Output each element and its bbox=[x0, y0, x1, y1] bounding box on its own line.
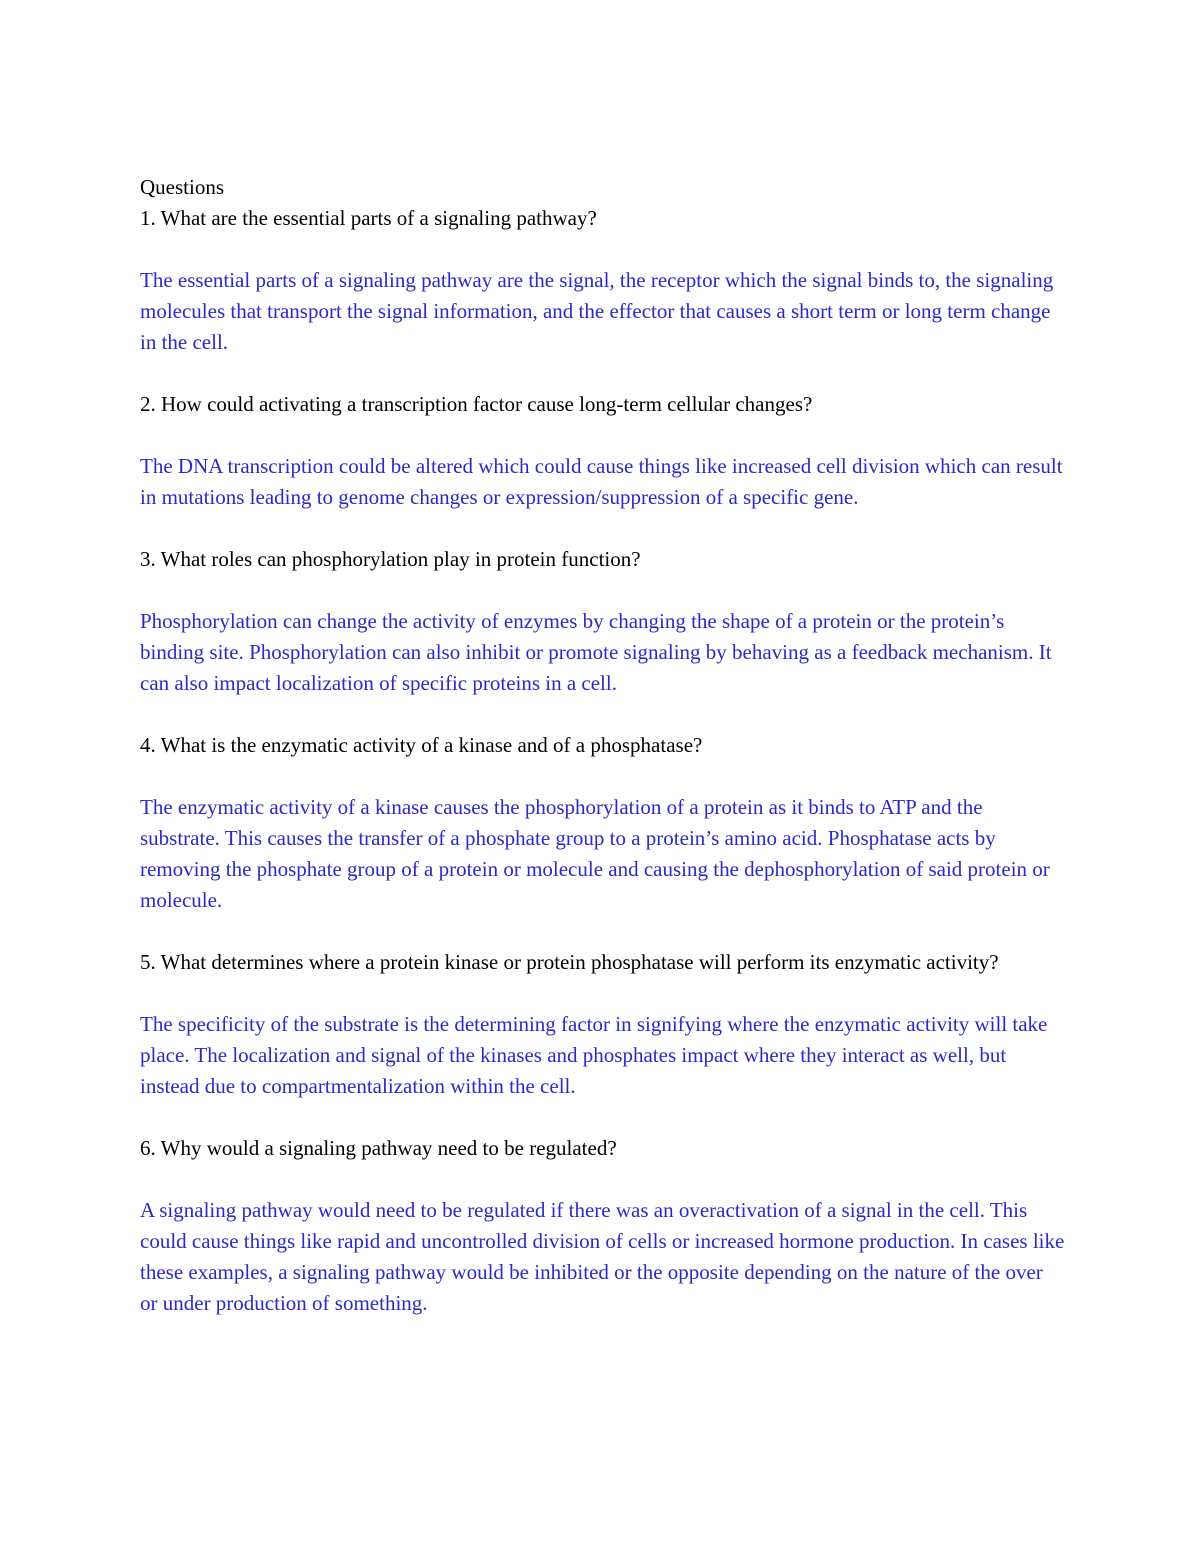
document-heading: Questions bbox=[140, 175, 224, 199]
answer-6: A signaling pathway would need to be regulated if there was an overactivation of a signal in the cell. This could cause things like rapid and uncontrolled division of cells or increased hormone production. In cases like these examples, a signaling pathway would be inhibited or the opposite depending on the nature of the over or under production of something. bbox=[140, 1198, 1065, 1315]
qa-item-6 bbox=[140, 1133, 1065, 1319]
answer-4: The enzymatic activity of a kinase causes the phosphorylation of a protein as it binds to ATP and the substrate. This causes the transfer of a phosphate group to a protein’s amino acid. Phosphatase acts by removing the phosphate group of a protein or molecule and causing the dephosphorylation of said protein or molecule. bbox=[140, 795, 1050, 912]
spacer bbox=[140, 699, 1065, 730]
qa-item-4 bbox=[140, 730, 1065, 947]
answer-2: The DNA transcription could be altered which could cause things like increased cell division which can result in mutations leading to genome changes or expression/suppression of a specific gene. bbox=[140, 454, 1063, 509]
document-body bbox=[140, 172, 1065, 1319]
qa-item-5 bbox=[140, 947, 1065, 1133]
spacer bbox=[140, 761, 1065, 792]
qa-item-2 bbox=[140, 389, 1065, 544]
answer-3: Phosphorylation can change the activity of enzymes by changing the shape of a protein or the protein’s binding site. Phosphorylation can also inhibit or promote signaling by behaving as a feedback mechanism. It can also impact localization of specific proteins in a cell. bbox=[140, 609, 1052, 695]
spacer bbox=[140, 916, 1065, 947]
spacer bbox=[140, 1102, 1065, 1133]
question-2: 2. How could activating a transcription factor cause long-term cellular changes? bbox=[140, 392, 813, 416]
spacer bbox=[140, 358, 1065, 389]
spacer bbox=[140, 234, 1065, 265]
question-5: 5. What determines where a protein kinase or protein phosphatase will perform its enzymatic activity? bbox=[140, 950, 999, 974]
spacer bbox=[140, 575, 1065, 606]
spacer bbox=[140, 978, 1065, 1009]
spacer bbox=[140, 1164, 1065, 1195]
question-1: 1. What are the essential parts of a signaling pathway? bbox=[140, 206, 597, 230]
qa-item-3 bbox=[140, 544, 1065, 730]
spacer bbox=[140, 420, 1065, 451]
question-4: 4. What is the enzymatic activity of a kinase and of a phosphatase? bbox=[140, 733, 703, 757]
answer-1: The essential parts of a signaling pathway are the signal, the receptor which the signal binds to, the signaling molecules that transport the signal information, and the effector that causes a short term or long term change in the cell. bbox=[140, 268, 1054, 354]
qa-item-1 bbox=[140, 203, 1065, 389]
question-6: 6. Why would a signaling pathway need to be regulated? bbox=[140, 1136, 617, 1160]
answer-5: The specificity of the substrate is the determining factor in signifying where the enzymatic activity will take place. The localization and signal of the kinases and phosphates impact where they interact as well, but instead due to compartmentalization within the cell. bbox=[140, 1012, 1048, 1098]
question-3: 3. What roles can phosphorylation play in protein function? bbox=[140, 547, 641, 571]
spacer bbox=[140, 513, 1065, 544]
